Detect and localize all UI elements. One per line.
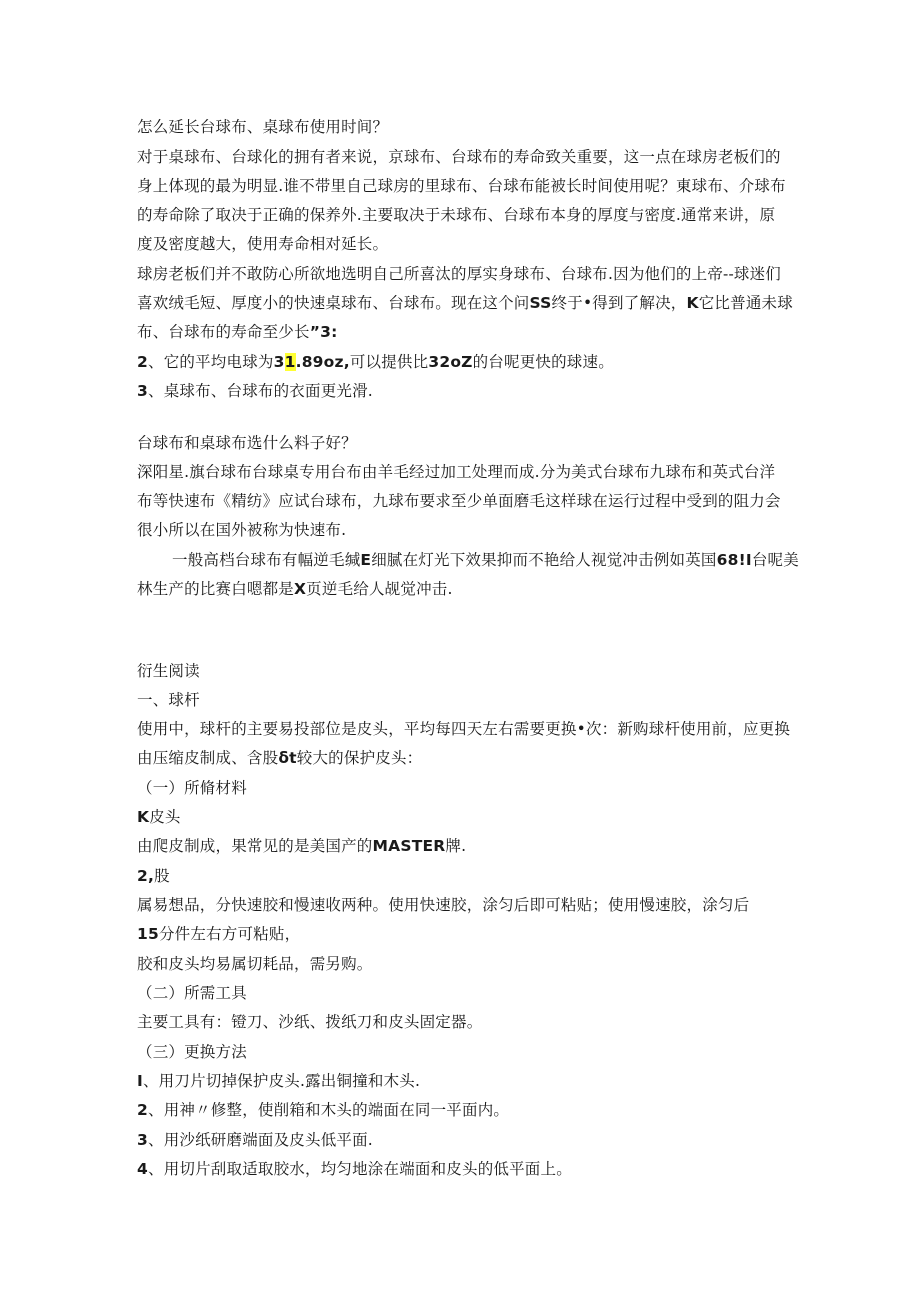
material-item-2-time: 15分件左右方可粘贴， bbox=[137, 925, 301, 943]
section1-paragraph2-line: 球房老板们并不敢防心所欲地选明自己所喜汰的厚实身球布、台球布.因为他们的上帝--球迷们 bbox=[137, 265, 782, 283]
list-item-2: 2、它的平均电球为31.89oz,可以提供比32oZ的台呢更快的球速。 bbox=[137, 353, 614, 371]
section3-title: 衍生阅读 bbox=[137, 662, 200, 680]
method-step-4: 4、用切片刮取适取胶水，均匀地涂在端面和皮头的低平面上。 bbox=[137, 1160, 572, 1178]
material-item-1: K皮头 bbox=[137, 808, 181, 826]
method-step-1: I、用刀片切掉保护皮头.露出铜撞和木头. bbox=[137, 1072, 421, 1090]
material-note: 胶和皮头均易属切耗品，需另购。 bbox=[137, 955, 373, 973]
method-step-2: 2、用神〃修整，使削箱和木头的端面在同一平面内。 bbox=[137, 1101, 510, 1119]
material-item-2: 2,股 bbox=[137, 867, 170, 885]
section1-paragraph2-line: 喜欢绒毛短、厚度小的快速桌球布、台球布。现在这个问SS终于•得到了解决，K它比普通未球 bbox=[137, 294, 793, 312]
highlight-mark: 1 bbox=[284, 353, 296, 371]
section1-title: 怎么延长台球布、桌球布使用时间？ bbox=[137, 118, 389, 136]
list-item-3: 3、桌球布、台球布的衣面更光滑. bbox=[137, 382, 373, 400]
section1-paragraph-line: 身上体现的最为明显.谁不带里自己球房的里球布、台球布能被长时间使用呢？東球布、介球布 bbox=[137, 177, 786, 195]
section3-heading-cue: 一、球杆 bbox=[137, 691, 200, 709]
material-item-1-desc: 由爬皮制成，果常见的是美国产的MASTER牌. bbox=[137, 837, 467, 855]
tools-text: 主要工具有：镫刀、沙纸、拨纸刀和皮头固定器。 bbox=[137, 1013, 483, 1031]
material-item-2-desc: 属易想品，分快速胶和慢速收两种。使用快速胶，涂匀后即可粘贴；使用慢速胶，涂匀后 bbox=[137, 896, 750, 914]
subheading-method: （三）更换方法 bbox=[137, 1043, 247, 1061]
subheading-materials: （一）所脩材料 bbox=[137, 779, 247, 797]
subheading-tools: （二）所需工具 bbox=[137, 984, 247, 1002]
section1-paragraph-line: 的寿命除了取决于正确的保养外.主要取决于未球布、台球布本身的厚度与密度.通常来讲，原 bbox=[137, 206, 776, 224]
section2-paragraph2-line: 一般高档台球布有幅逆毛缄E细腻在灯光下效果抑而不艳给人视觉冲击例如英国68!I台呢美 bbox=[172, 551, 799, 569]
section3-paragraph-line: 由压缩皮制成、含股δt较大的保护皮头： bbox=[137, 749, 423, 767]
section2-title: 台球布和桌球布选什么料子好？ bbox=[137, 434, 357, 452]
method-step-3: 3、用沙纸研磨端面及皮头低平面. bbox=[137, 1131, 373, 1149]
section3-paragraph-line: 使用中，球杆的主要易投部位是皮头，平均每四天左右需要更换•次：新购球杆使用前，应更换 bbox=[137, 720, 791, 738]
section2-paragraph-line: 深阳星.旗台球布台球桌专用台布由羊毛经过加工处理而成.分为美式台球布九球布和英式台洋 bbox=[137, 463, 776, 481]
section1-paragraph2-line: 布、台球布的寿命至少长”3: bbox=[137, 323, 338, 341]
section1-paragraph-line: 度及密度越大，使用寿命相对延长。 bbox=[137, 235, 389, 253]
section2-paragraph-line: 很小所以在国外被称为快速布. bbox=[137, 521, 347, 539]
section2-paragraph-line: 布等快速布《精纺》应试台球布，九球布要求至少单面磨毛这样球在运行过程中受到的阻力会 bbox=[137, 492, 781, 510]
section1-paragraph-line: 对于桌球布、台球化的拥有者来说，京球布、台球布的寿命致关重要，这一点在球房老板们的 bbox=[137, 148, 781, 166]
section2-paragraph2-line: 林生产的比赛白嗯都是X页逆毛给人觇觉冲击. bbox=[137, 580, 453, 598]
